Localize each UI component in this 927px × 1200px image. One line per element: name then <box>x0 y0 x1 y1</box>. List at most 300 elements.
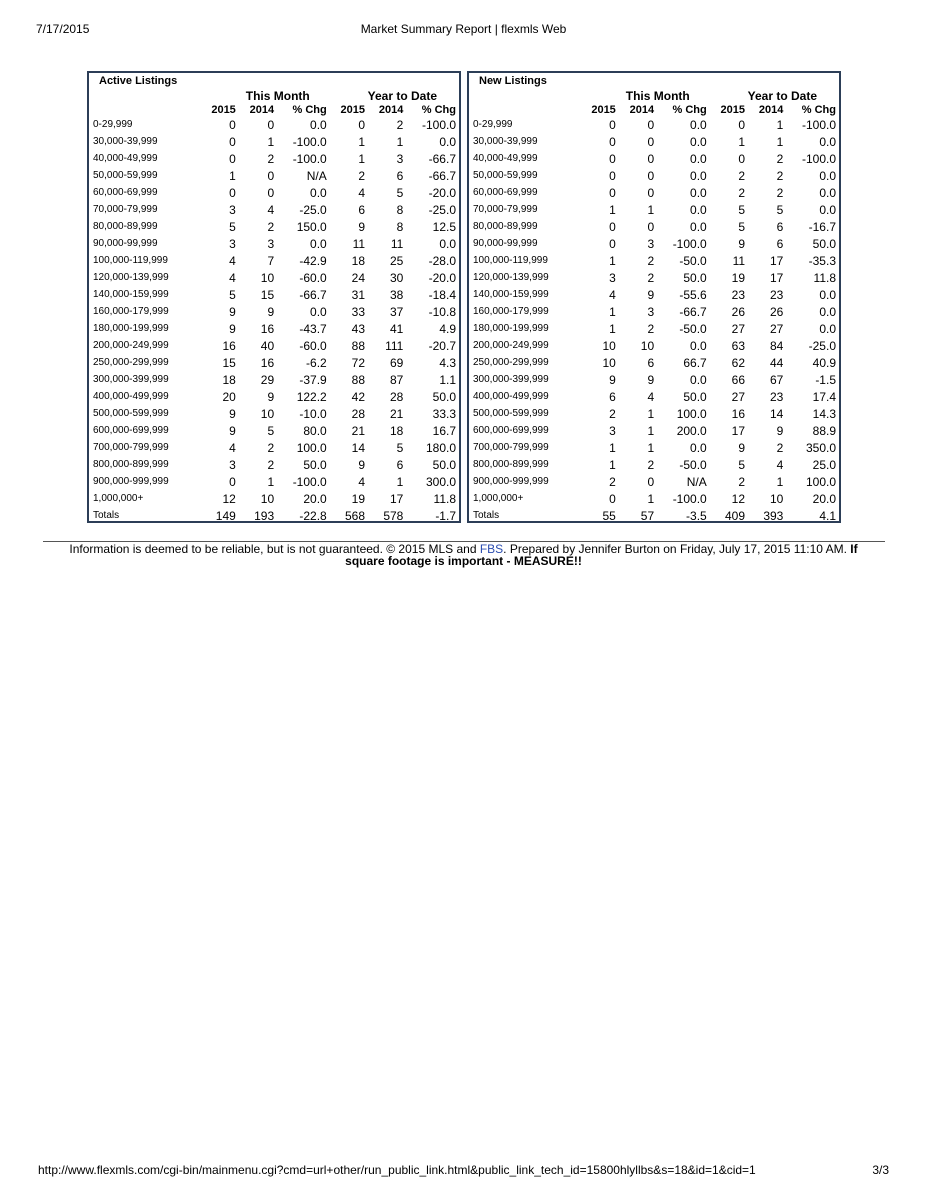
this-month-2014-cell: 15 <box>260 287 275 302</box>
this-month-chg-cell: 200.0 <box>676 423 707 438</box>
table-row <box>91 235 459 252</box>
table-row <box>91 303 459 320</box>
table-row <box>471 303 839 320</box>
this-month-2015-cell: 5 <box>229 219 236 234</box>
this-month-2014-cell: 0 <box>267 117 275 132</box>
this-month-2015-cell: 0 <box>609 134 616 149</box>
price-range-cell: 30,000-39,999 <box>93 136 158 147</box>
ytd-2015-cell: 18 <box>351 253 366 268</box>
price-range-cell: 100,000-119,999 <box>93 255 168 266</box>
ytd-2014-cell: 18 <box>389 423 404 438</box>
range-header <box>471 89 581 103</box>
this-month-2015-cell: 9 <box>229 406 236 421</box>
table-row <box>91 252 459 269</box>
price-range-cell: 140,000-159,999 <box>473 289 549 300</box>
table-row <box>471 456 839 473</box>
this-month-2014-cell: 4 <box>267 202 275 217</box>
ytd-chg-cell: -66.7 <box>428 151 456 166</box>
ytd-chg-cell: 50.0 <box>432 389 456 404</box>
ytd-2015-cell: 0 <box>738 151 746 166</box>
ytd-2015-cell: 19 <box>731 270 746 285</box>
this-month-2015-cell: 0 <box>609 151 616 166</box>
ytd-chg-cell: 50.0 <box>432 457 456 472</box>
ytd-chg-cell: 300.0 <box>425 474 456 489</box>
table-row <box>471 354 839 371</box>
this-month-2015-cell: 9 <box>229 321 236 336</box>
ytd-2015-cell: 9 <box>738 236 746 251</box>
price-range-cell: 700,000-799,999 <box>473 442 549 453</box>
ytd-2014-cell: 27 <box>769 321 784 336</box>
col-chg-header: % Chg <box>421 103 456 116</box>
this-month-2015-cell: 1 <box>609 440 616 455</box>
col-2015-header: 2015 <box>211 103 236 116</box>
ytd-2014-cell: 9 <box>776 423 784 438</box>
this-month-2015-cell: 0 <box>229 151 236 166</box>
this-month-2014-cell: 9 <box>267 389 275 404</box>
ytd-2014-cell: 67 <box>769 372 784 387</box>
ytd-chg-cell: 11.8 <box>433 491 456 506</box>
this-month-chg-cell: 66.7 <box>683 355 707 370</box>
ytd-2014-cell: 5 <box>396 440 404 455</box>
price-range-cell: 800,000-899,999 <box>93 459 169 470</box>
table-row <box>471 218 839 235</box>
this-month-2015-cell: 4 <box>609 287 616 302</box>
ytd-2014-cell: 41 <box>389 321 404 336</box>
price-range-cell: Totals <box>473 510 500 521</box>
ytd-2014-cell: 69 <box>389 355 404 370</box>
table-row <box>471 252 839 269</box>
ytd-chg-cell: 350.0 <box>805 440 836 455</box>
ytd-2014-cell: 1 <box>776 117 784 132</box>
ytd-chg-cell: -20.7 <box>428 338 456 353</box>
this-month-chg-cell: 0.0 <box>690 372 707 387</box>
this-month-2014-cell: 193 <box>254 508 275 523</box>
ytd-chg-cell: 33.3 <box>432 406 456 421</box>
this-month-2015-cell: 0 <box>229 185 236 200</box>
this-month-chg-cell: -50.0 <box>679 253 707 268</box>
ytd-2015-cell: 2 <box>358 168 366 183</box>
this-month-chg-cell: 0.0 <box>690 117 707 132</box>
table-row <box>471 235 839 252</box>
price-range-cell: 120,000-139,999 <box>93 272 169 283</box>
this-month-2015-cell: 9 <box>229 423 236 438</box>
this-month-chg-cell: 100.0 <box>676 406 707 421</box>
group-header-row <box>471 89 839 103</box>
price-range-cell: 1,000,000+ <box>473 493 524 504</box>
price-range-cell: 0-29,999 <box>473 119 513 130</box>
ytd-chg-cell: -18.4 <box>428 287 456 302</box>
this-month-chg-cell: 100.0 <box>296 440 327 455</box>
this-month-chg-cell: -3.5 <box>686 508 707 523</box>
price-range-cell: 300,000-399,999 <box>473 374 549 385</box>
ytd-2014-cell: 17 <box>389 491 404 506</box>
this-month-chg-cell: 50.0 <box>303 457 327 472</box>
this-month-chg-cell: -60.0 <box>299 270 327 285</box>
this-month-chg-cell: 122.2 <box>296 389 327 404</box>
ytd-2014-cell: 5 <box>776 202 784 217</box>
this-month-2014-cell: 0 <box>267 185 275 200</box>
this-month-2015-cell: 1 <box>609 457 616 472</box>
this-month-2015-cell: 10 <box>602 355 616 370</box>
ytd-chg-cell: -16.7 <box>808 219 836 234</box>
this-month-chg-cell: -25.0 <box>299 202 327 217</box>
ytd-chg-cell: -10.8 <box>428 304 456 319</box>
price-range-cell: 70,000-79,999 <box>93 204 158 215</box>
ytd-2015-cell: 12 <box>731 491 746 506</box>
price-range-cell: 500,000-599,999 <box>473 408 549 419</box>
ytd-2015-cell: 9 <box>358 457 366 472</box>
table-body <box>471 116 839 524</box>
ytd-2014-cell: 6 <box>776 219 784 234</box>
ytd-2014-cell: 28 <box>389 389 404 404</box>
print-url: http://www.flexmls.com/cgi-bin/mainmenu.cgi?cmd=url+other/run_public_link.html&public_link_tech_id=15800hlyllbs&s=18&id=1&cid=1 <box>38 1163 756 1177</box>
this-month-2015-cell: 0 <box>609 491 616 506</box>
ytd-2015-cell: 2 <box>738 185 746 200</box>
this-month-chg-cell: -10.0 <box>299 406 327 421</box>
this-month-chg-cell: -60.0 <box>299 338 327 353</box>
this-month-2014-cell: 10 <box>260 491 275 506</box>
this-month-2015-cell: 6 <box>609 389 616 404</box>
this-month-2015-cell: 0 <box>609 236 616 251</box>
this-month-2014-cell: 0 <box>267 168 275 183</box>
col-2014-header: 2014 <box>249 103 275 116</box>
ytd-2014-cell: 21 <box>389 406 404 421</box>
price-range-cell: 200,000-249,999 <box>473 340 549 351</box>
this-month-2014-cell: 1 <box>647 440 655 455</box>
table-row <box>471 371 839 388</box>
ytd-chg-cell: 12.5 <box>432 219 456 234</box>
this-month-2014-cell: 0 <box>647 168 655 183</box>
table-row <box>471 422 839 439</box>
price-range-cell: 40,000-49,999 <box>473 153 538 164</box>
ytd-2014-cell: 2 <box>776 168 784 183</box>
ytd-2014-cell: 2 <box>776 440 784 455</box>
table-row <box>91 490 459 507</box>
table-row <box>471 337 839 354</box>
this-month-2014-cell: 10 <box>260 406 275 421</box>
ytd-2015-cell: 1 <box>358 134 366 149</box>
ytd-2015-cell: 21 <box>351 423 366 438</box>
this-month-2015-cell: 2 <box>609 406 616 421</box>
price-range-cell: 700,000-799,999 <box>93 442 169 453</box>
this-month-chg-cell: -100.0 <box>672 236 707 251</box>
ytd-2014-cell: 23 <box>769 287 784 302</box>
table-row <box>471 439 839 456</box>
this-month-2014-cell: 1 <box>267 474 275 489</box>
ytd-2014-cell: 5 <box>396 185 404 200</box>
ytd-2014-cell: 30 <box>389 270 404 285</box>
ytd-chg-cell: 180.0 <box>425 440 456 455</box>
this-month-2014-cell: 3 <box>267 236 275 251</box>
this-month-2014-cell: 1 <box>647 491 655 506</box>
ytd-2014-cell: 84 <box>769 338 784 353</box>
this-month-2015-cell: 16 <box>222 338 236 353</box>
ytd-2014-cell: 2 <box>776 185 784 200</box>
this-month-2014-cell: 2 <box>267 219 275 234</box>
ytd-2015-cell: 24 <box>351 270 366 285</box>
col-chg-header: % Chg <box>672 103 707 116</box>
this-month-2014-cell: 0 <box>647 134 655 149</box>
ytd-chg-cell: -25.0 <box>428 202 456 217</box>
ytd-chg-cell: -28.0 <box>428 253 456 268</box>
range-header <box>471 103 581 116</box>
this-month-2014-cell: 6 <box>647 355 655 370</box>
price-range-cell: 70,000-79,999 <box>473 204 538 215</box>
this-month-2014-cell: 0 <box>647 151 655 166</box>
price-range-cell: 900,000-999,999 <box>473 476 549 487</box>
table-row <box>471 150 839 167</box>
this-month-2014-cell: 1 <box>647 406 655 421</box>
ytd-2015-cell: 0 <box>738 117 746 132</box>
price-range-cell: 140,000-159,999 <box>93 289 169 300</box>
ytd-2015-cell: 6 <box>358 202 366 217</box>
ytd-2014-cell: 14 <box>769 406 784 421</box>
price-range-cell: 160,000-179,999 <box>93 306 169 317</box>
ytd-chg-cell: 0.0 <box>439 134 456 149</box>
this-month-2014-cell: 10 <box>260 270 275 285</box>
this-month-2015-cell: 0 <box>609 185 616 200</box>
ytd-chg-cell: 100.0 <box>805 474 836 489</box>
ytd-2014-cell: 37 <box>389 304 404 319</box>
ytd-2015-cell: 28 <box>351 406 366 421</box>
this-month-chg-cell: N/A <box>686 474 707 489</box>
ytd-chg-cell: 50.0 <box>812 236 836 251</box>
this-month-chg-cell: 50.0 <box>683 389 707 404</box>
ytd-2014-cell: 6 <box>396 168 404 183</box>
this-month-2015-cell: 4 <box>229 253 236 268</box>
price-range-cell: 400,000-499,999 <box>93 391 169 402</box>
ytd-2014-cell: 17 <box>769 253 784 268</box>
this-month-2014-cell: 5 <box>267 423 275 438</box>
active-listings-panel <box>87 71 461 523</box>
table-row <box>91 405 459 422</box>
this-month-2014-cell: 9 <box>267 304 275 319</box>
table-row <box>91 269 459 286</box>
this-month-2014-cell: 2 <box>267 457 275 472</box>
table-row <box>91 116 459 133</box>
price-range-cell: 160,000-179,999 <box>473 306 549 317</box>
ytd-chg-cell: 1.1 <box>439 372 456 387</box>
this-month-2015-cell: 12 <box>222 491 236 506</box>
year-to-date-header: Year to Date <box>747 89 817 103</box>
this-month-2015-cell: 0 <box>229 474 236 489</box>
table-row <box>471 184 839 201</box>
table-row <box>91 456 459 473</box>
ytd-2015-cell: 88 <box>351 338 366 353</box>
this-month-2014-cell: 2 <box>647 457 655 472</box>
this-month-2015-cell: 3 <box>609 270 616 285</box>
ytd-2015-cell: 17 <box>731 423 746 438</box>
this-month-chg-cell: 0.0 <box>310 236 327 251</box>
this-month-2015-cell: 10 <box>602 338 616 353</box>
ytd-2015-cell: 4 <box>358 474 366 489</box>
ytd-2015-cell: 5 <box>738 202 746 217</box>
table-row <box>471 116 839 133</box>
this-month-chg-cell: -50.0 <box>679 321 707 336</box>
price-range-cell: 100,000-119,999 <box>473 255 548 266</box>
ytd-2015-cell: 14 <box>351 440 366 455</box>
table-row <box>471 133 839 150</box>
this-month-2015-cell: 15 <box>222 355 236 370</box>
this-month-2015-cell: 5 <box>229 287 236 302</box>
price-range-cell: 50,000-59,999 <box>473 170 538 181</box>
totals-row <box>471 507 839 524</box>
this-month-chg-cell: -37.9 <box>299 372 327 387</box>
this-month-2014-cell: 2 <box>647 270 655 285</box>
this-month-chg-cell: 0.0 <box>690 185 707 200</box>
this-month-2014-cell: 3 <box>647 236 655 251</box>
ytd-2015-cell: 62 <box>731 355 746 370</box>
price-range-cell: 1,000,000+ <box>93 493 144 504</box>
this-month-chg-cell: -66.7 <box>299 287 327 302</box>
ytd-2015-cell: 19 <box>351 491 366 506</box>
ytd-2015-cell: 1 <box>738 134 746 149</box>
price-range-cell: 400,000-499,999 <box>473 391 549 402</box>
this-month-2014-cell: 1 <box>267 134 275 149</box>
this-month-2014-cell: 0 <box>647 185 655 200</box>
price-range-cell: 80,000-89,999 <box>93 221 158 232</box>
this-month-2014-cell: 3 <box>647 304 655 319</box>
this-month-header: This Month <box>625 89 690 103</box>
ytd-2015-cell: 23 <box>731 287 746 302</box>
ytd-2015-cell: 31 <box>351 287 366 302</box>
this-month-2014-cell: 0 <box>647 219 655 234</box>
ytd-2015-cell: 26 <box>731 304 746 319</box>
this-month-2015-cell: 9 <box>229 304 236 319</box>
table-row <box>91 371 459 388</box>
this-month-chg-cell: -6.2 <box>306 355 327 370</box>
table-row <box>471 473 839 490</box>
new-listings-panel <box>467 71 841 523</box>
ytd-chg-cell: -66.7 <box>428 168 456 183</box>
ytd-chg-cell: 14.3 <box>812 406 836 421</box>
this-month-2014-cell: 16 <box>260 321 275 336</box>
this-month-chg-cell: -43.7 <box>299 321 327 336</box>
price-range-cell: 180,000-199,999 <box>473 323 549 334</box>
this-month-2015-cell: 4 <box>229 270 236 285</box>
col-chg-header: % Chg <box>801 103 836 116</box>
year-header-row <box>91 103 459 116</box>
this-month-chg-cell: 20.0 <box>303 491 327 506</box>
panel-title: Active Listings <box>99 75 178 87</box>
this-month-chg-cell: 0.0 <box>690 151 707 166</box>
this-month-chg-cell: -66.7 <box>679 304 707 319</box>
ytd-chg-cell: 0.0 <box>819 321 836 336</box>
col-2014-header: 2014 <box>629 103 655 116</box>
range-header <box>91 89 201 103</box>
this-month-chg-cell: 150.0 <box>296 219 327 234</box>
table-row <box>91 439 459 456</box>
ytd-2014-cell: 38 <box>389 287 404 302</box>
ytd-chg-cell: -100.0 <box>801 151 836 166</box>
ytd-2015-cell: 66 <box>731 372 746 387</box>
ytd-chg-cell: 0.0 <box>819 168 836 183</box>
price-range-cell: 300,000-399,999 <box>93 374 169 385</box>
ytd-chg-cell: -1.5 <box>815 372 836 387</box>
this-month-chg-cell: 0.0 <box>690 338 707 353</box>
this-month-2014-cell: 9 <box>647 287 655 302</box>
this-month-chg-cell: -100.0 <box>292 151 327 166</box>
ytd-2015-cell: 27 <box>731 389 746 404</box>
this-month-2015-cell: 1 <box>229 168 236 183</box>
ytd-2014-cell: 578 <box>383 508 404 523</box>
this-month-2014-cell: 2 <box>647 253 655 268</box>
ytd-2015-cell: 16 <box>731 406 746 421</box>
this-month-2014-cell: 57 <box>640 508 655 523</box>
price-range-cell: 200,000-249,999 <box>93 340 169 351</box>
fbs-link[interactable]: FBS <box>479 542 504 556</box>
this-month-chg-cell: -100.0 <box>672 491 707 506</box>
year-header-row <box>471 103 839 116</box>
ytd-2014-cell: 26 <box>769 304 784 319</box>
table-row <box>91 218 459 235</box>
table-row <box>91 167 459 184</box>
col-2014-header: 2014 <box>758 103 784 116</box>
this-month-2015-cell: 4 <box>229 440 236 455</box>
table-row <box>471 167 839 184</box>
ytd-2015-cell: 409 <box>725 508 746 523</box>
ytd-2015-cell: 42 <box>351 389 366 404</box>
table-row <box>91 388 459 405</box>
table-row <box>91 133 459 150</box>
table-row <box>471 286 839 303</box>
price-range-cell: 900,000-999,999 <box>93 476 169 487</box>
this-month-chg-cell: N/A <box>306 168 327 183</box>
ytd-2014-cell: 44 <box>769 355 784 370</box>
col-2015-header: 2015 <box>720 103 746 116</box>
ytd-2014-cell: 3 <box>396 151 404 166</box>
this-month-chg-cell: 0.0 <box>690 219 707 234</box>
price-range-cell: 120,000-139,999 <box>473 272 549 283</box>
price-range-cell: 600,000-699,999 <box>473 425 549 436</box>
this-month-2015-cell: 149 <box>215 508 236 523</box>
table-row <box>91 354 459 371</box>
ytd-2014-cell: 6 <box>396 457 404 472</box>
ytd-2014-cell: 111 <box>385 338 404 353</box>
ytd-2014-cell: 8 <box>396 219 404 234</box>
ytd-2014-cell: 1 <box>396 134 404 149</box>
table-row <box>91 320 459 337</box>
ytd-2015-cell: 33 <box>351 304 366 319</box>
table-row <box>471 405 839 422</box>
this-month-chg-cell: -100.0 <box>292 134 327 149</box>
disclaimer-prepared-by: . Prepared by Jennifer Burton on Friday, July 17, 2015 11:10 AM. <box>503 542 851 556</box>
this-month-2014-cell: 40 <box>260 338 275 353</box>
this-month-2014-cell: 4 <box>647 389 655 404</box>
ytd-chg-cell: 16.7 <box>432 423 456 438</box>
disclaimer-warning: If square footage is important - MEASURE!! <box>345 542 858 568</box>
ytd-chg-cell: -1.7 <box>435 508 456 523</box>
table-row <box>471 490 839 507</box>
table-row <box>471 201 839 218</box>
ytd-2014-cell: 87 <box>389 372 404 387</box>
price-range-cell: 800,000-899,999 <box>473 459 549 470</box>
table-row <box>471 269 839 286</box>
ytd-2015-cell: 11 <box>352 236 366 251</box>
price-range-cell: 80,000-89,999 <box>473 221 538 232</box>
totals-row <box>91 507 459 524</box>
ytd-chg-cell: -20.0 <box>428 270 456 285</box>
this-month-chg-cell: 0.0 <box>690 440 707 455</box>
price-range-cell: Totals <box>93 510 120 521</box>
ytd-2015-cell: 11 <box>732 253 746 268</box>
price-range-cell: 180,000-199,999 <box>93 323 169 334</box>
ytd-chg-cell: -25.0 <box>808 338 836 353</box>
ytd-chg-cell: 0.0 <box>439 236 456 251</box>
ytd-chg-cell: -100.0 <box>801 117 836 132</box>
this-month-chg-cell: 0.0 <box>690 134 707 149</box>
this-month-header: This Month <box>245 89 310 103</box>
